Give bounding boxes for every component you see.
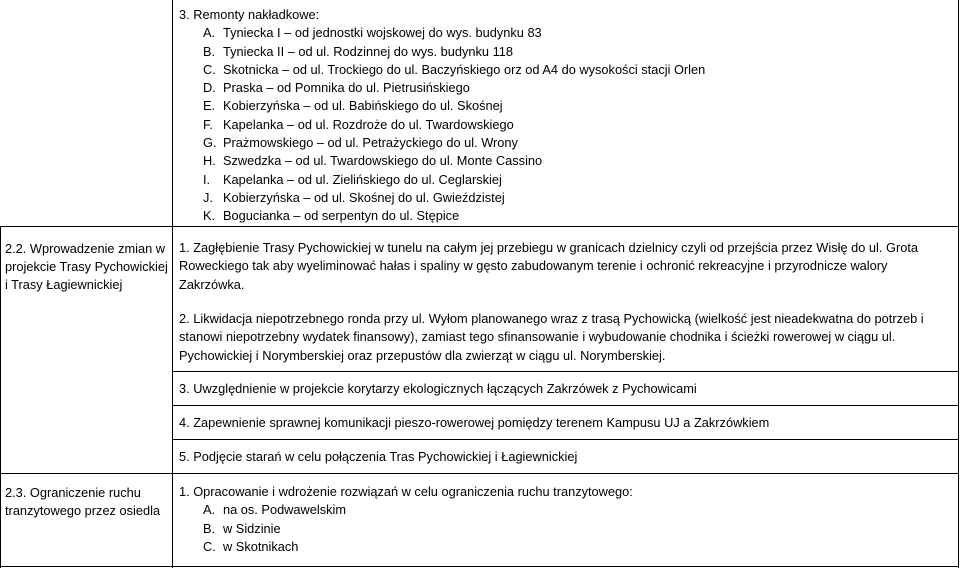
list-item [179, 538, 633, 556]
list-item-letter: I. [203, 171, 211, 187]
table-row-divider [0, 226, 959, 227]
row-2-2-paragraph-4: 4. Zapewnienie sprawnej komunikacji pieszo-rowerowej pomiędzy terenem Kampusu UJ a Zakrzówkiem [179, 415, 770, 430]
list-item-text: Kobierzyńska – od ul. Skośnej do ul. Gwieździstej [223, 189, 505, 205]
list-item-letter: H. [203, 153, 216, 169]
table-row-divider [172, 405, 959, 406]
list-item-text: Kapelanka – od ul. Rozdroże do ul. Twardowskiego [223, 116, 514, 132]
list-item [179, 501, 633, 519]
list-item [179, 152, 705, 170]
table-border-bottom [0, 566, 959, 567]
row-2-2-paragraph-2: 2. Likwidacja niepotrzebnego ronda przy ul. Wyłom planowanego wraz z trasą Pychowicką (wielkość jest nieadekwatna do potrzeb i stanowi niepotrzebny wydatek finansowy), zamiast tego sfinansowanie i wybudowanie chodnika i ścieżki rowerowej w ciągu ul. Pychowickiej i Norymberskiej oraz przepustów dla zwierząt w ciągu ul. Norymberskiej. [179, 311, 924, 363]
list-item-text: Tyniecka II – od ul. Rodzinnej do wys. budynku 118 [223, 43, 513, 59]
list-item-letter: C. [203, 61, 216, 77]
table-column-divider [172, 0, 173, 568]
list-item [179, 207, 705, 225]
list-item [179, 520, 633, 538]
list-item-text: Szwedzka – od ul. Twardowskiego do ul. Monte Cassino [223, 153, 543, 169]
list-item [179, 61, 705, 79]
table-border-left [0, 226, 1, 568]
list-item-letter: F. [203, 116, 213, 132]
table-row-divider [0, 473, 959, 474]
section-3-heading: 3. Remonty nakładkowe: [179, 7, 320, 22]
list-item-text: w Sidzinie [223, 520, 281, 536]
row-2-3-heading: 1. Opracowanie i wdrożenie rozwiązań w celu ograniczenia ruchu tranzytowego: [179, 484, 633, 499]
list-item-letter: D. [203, 80, 216, 96]
list-item-text: Tyniecka I – od jednostki wojskowej do wys. budynku 83 [223, 25, 542, 41]
list-item-text: Bogucianka – od serpentyn do ul. Stępice [223, 208, 460, 224]
list-item-text: w Skotnikach [223, 538, 299, 554]
list-item [179, 97, 705, 115]
list-item-text: Prażmowskiego – od ul. Petrażyckiego do ul. Wrony [223, 135, 518, 151]
list-item-letter: G. [203, 135, 217, 151]
list-item-letter: E. [203, 98, 216, 114]
list-item-letter: K. [203, 208, 216, 224]
section-3-cell [179, 6, 705, 226]
row-2-2-paragraph-5: 5. Podjęcie starań w celu połączenia Tras Pychowickiej i Łagiewnickiej [179, 449, 578, 464]
list-item-text: Kapelanka – od ul. Zielińskiego do ul. Ceglarskiej [223, 171, 502, 187]
list-item [179, 24, 705, 42]
row-2-3-label: 2.3. Ograniczenie ruchu tranzytowego przez osiedla [5, 485, 161, 518]
list-item [179, 171, 705, 189]
row-2-2-paragraph-1: 1. Zagłębienie Trasy Pychowickiej w tunelu na całym jej przebiegu w granicach dzielnicy czyli od przejścia przez Wisłę do ul. Grota Roweckiego tak aby wyeliminować hałas i spaliny w gęsto zabudowanym terenie i ochronić rekreacyjne i przyrodnicze walory Zakrzówka. [179, 240, 918, 292]
list-item-letter: A. [203, 25, 216, 41]
list-item [179, 189, 705, 207]
list-item-text: na os. Podwawelskim [223, 502, 347, 518]
list-item [179, 116, 705, 134]
list-item-letter: A. [203, 502, 216, 518]
list-item-text: Kobierzyńska – od ul. Babińskiego do ul. Skośnej [223, 98, 503, 114]
list-item [179, 134, 705, 152]
table-row-divider [172, 371, 959, 372]
list-item-letter: C. [203, 538, 216, 554]
row-2-3-list [179, 501, 633, 556]
list-item-letter: J. [203, 189, 213, 205]
list-item [179, 79, 705, 97]
list-item-text: Praska – od Pomnika do ul. Pietrusińskiego [223, 80, 470, 96]
list-item-letter: B. [203, 520, 216, 536]
row-2-2-paragraph-3: 3. Uwzględnienie w projekcie korytarzy ekologicznych łączących Zakrzówek z Pychowicami [179, 381, 697, 396]
table-row-divider [172, 439, 959, 440]
table-border-right [958, 0, 959, 568]
list-item-letter: B. [203, 43, 216, 59]
row-2-2-label: 2.2. Wprowadzenie zmian w projekcie Trasy Pychowickiej i Trasy Łagiewnickiej [5, 241, 168, 292]
row-2-3-cell [179, 483, 633, 556]
list-item [179, 43, 705, 61]
list-item-text: Skotnicka – od ul. Trockiego do ul. Baczyńskiego orz od A4 do wysokości stacji Orlen [223, 61, 706, 77]
section-3-list [179, 24, 705, 225]
